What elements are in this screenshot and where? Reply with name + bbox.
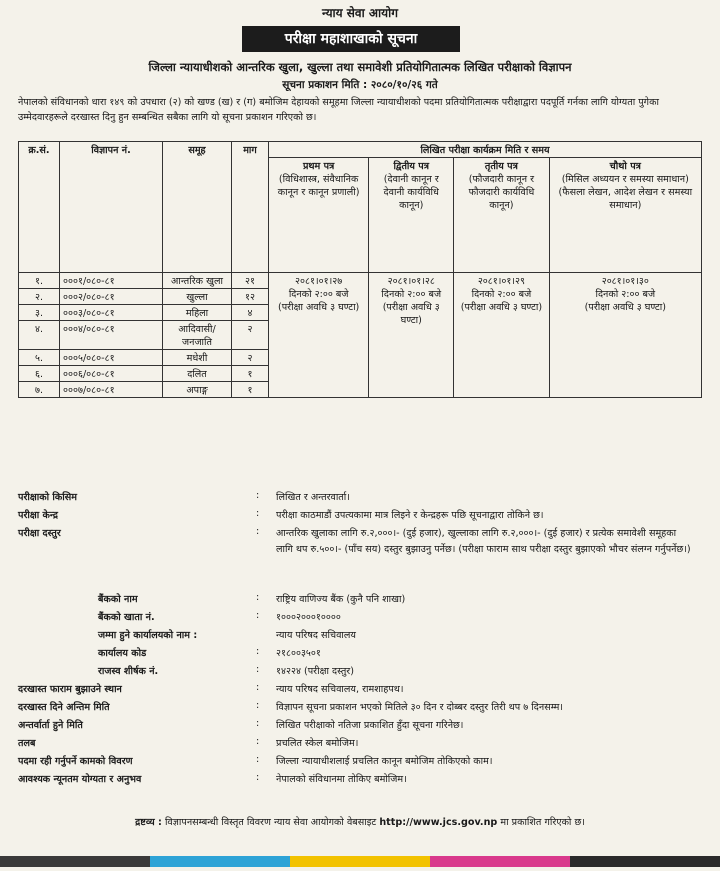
- table-row: ६. ०००६/०८०-८१ दलित १: [19, 366, 702, 382]
- table-row: २. ०००२/०८०-८१ खुल्ला १२: [19, 289, 702, 305]
- paper-4-schedule: २०८१।०१।३० दिनको २:०० बजे (परीक्षा अवधि ३ घण्टा): [549, 273, 701, 398]
- notice-headline: जिल्ला न्यायाधीशको आन्तरिक खुला, खुल्ला तथा समावेशी प्रतियोगितात्मक लिखित परीक्षाको विज्ञापन: [148, 60, 572, 74]
- paper-2-header: द्वितीय पत्र (देवानी कानून र देवानी कार्यविधि कानून): [369, 158, 454, 273]
- paper-3-schedule: २०८१।०१।२९ दिनको २:०० बजे (परीक्षा अवधि ३ घण्टा): [454, 273, 549, 398]
- publication-date: सूचना प्रकाशन मिति : २०८०/१०/२६ गते: [282, 79, 438, 91]
- website-note: [18, 815, 702, 828]
- note-suffix: मा प्रकाशित गरिएको छ।: [500, 817, 585, 828]
- notice-banner: परीक्षा महाशाखाको सूचना: [242, 26, 460, 52]
- col-adno: विज्ञापन नं.: [60, 142, 163, 273]
- table-row: ७. ०००७/०८०-८१ अपाङ्ग १: [19, 382, 702, 398]
- print-color-bar: [0, 852, 720, 863]
- table-row: ४. ०००४/०८०-८१ आदिवासी/ जनजाति २: [19, 321, 702, 350]
- note-text: विज्ञापनसम्बन्धी विस्तृत विवरण न्याय सेवा आयोगको वेबसाइट: [164, 817, 377, 828]
- notice-page: न्याय सेवा आयोग परीक्षा महाशाखाको सूचना जिल्ला न्यायाधीशको आन्तरिक खुला, खुल्ला तथा समावेशी प्रतियोगितात्मक लिखित परीक्षाको विज्ञापन सूचना प्रकाशन मिति : २०८०/१०/२६ गते नेपालको संविधानको धारा १४९ को उपधारा (२) को खण्ड (ख) र (ग) बमोजिम देहायको समूहमा जिल्ला न्यायाधीशको पदमा प्रतियोगितात्मक परीक्षाद्वारा पदपूर्ति गर्नका लागि योग्यता पुगेका उम्मेदवारहरूले दरखास्त दिनु हुन सम्बन्धित सबैका लागि यो सूचना प्रकाशन गरिएको छ। क्र.सं. विज्ञापन नं. समूह माग लिखित परीक्षा कार्यक्रम मिति र समय प्रथम पत्र (विधिशास्त्र, संवैधानिक कानून र कानून प्रणाली) द्वितीय पत्र (देवानी कानून र देवानी कार्यविधि कानून) तृतीय पत्र (फौजदारी कानून र फौजदारी कार्यविधि कानून) चौथो पत्र (मिसिल अध्ययन र समस्या समाधान) (फैसला लेखन, आदेश लेखन र समस्या समाधान) १. ०००१/०८०-८१ आन्तरिक खुला २१ २०८१।०१।२७ दिनको २:०० बजे (परीक्षा अवधि ३ घण्टा) २०८१।०१।२८ दिनको २:०० बजे (परीक्षा अवधि ३ घण्टा) २०८१।०१।२९ दिनको २:०० बजे (परीक्षा अवधि ३ घण्टा) २०८१।०१।३० दिनको २:०० बजे (परीक्षा अवधि ३ घण्टा) २. ०००२/०८०-८१ खुल्ला १२ ३. ०००३/०८०-८१ महिला ४ ४. ०००४/०८०-८१ आदिवासी/ जनजाति २ ५. ०००५/०८०-८१ मधेशी २ ६. ०००६/०८०-८१ दलित १ ७. ०००७/०८०-८१ अपाङ्ग १ परीक्षाको किसिम : लिखित र अन्तरवार्ता। परीक्षा केन्द्र : परीक्षा काठमाडौं उपत्यकामा मात्र लिइने र केन्द्रहरू पछि सूचनाद्वारा तोकिने छ। परीक्षा दस्तुर : आन्तरिक खुलाका लागि रु.२,०००।- (दुई हजार), खुल्लाका लागि रु.२,०००।- (दुई हजार) र प्रत्येक समावेशी समूहका लागि थप रु.५००।- (पाँच सय) दस्तुर बुझाउनु पर्नेछ। (परीक्षा फाराम साथ परीक्षा दस्तुर बुझाएको भौचर संलग्न गर्नुपर्नेछ।) बैंकको नाम : राष्ट्रिय वाणिज्य बैंक (कुनै पनि शाखा) बैंकको खाता नं. : १०००२०००१०००० जम्मा हुने कार्यालयको नाम : न्याय परिषद सचिवालय कार्यालय कोड : २१८००३५०१ राजस्व शीर्षक नं. : १४२२४ (परीक्षा दस्तुर) दरखास्त फाराम बुझाउने स्थान : न्याय परिषद सचिवालय, रामशाहपथ। दरखास्त दिने अन्तिम मिति : विज्ञापन सूचना प्रकाशन भएको मितिले ३० दिन र दोब्बर दस्तुर तिरी थप ७ दिनसम्म। अन्तर्वार्ता हुने मिति : लिखित परीक्षाको नतिजा प्रकाशित हुँदा सूचना गरिनेछ। तलब : प्रचलित स्केल बमोजिम। पदमा रही गर्नुपर्ने कामको विवरण : जिल्ला न्यायाधीशलाई प्रचलित कानून बमोजिम तोकिएको काम। आवश्यक न्यूनतम योग्यता र अनुभव : नेपालको संविधानमा तोकिए बमोजिम। द्रष्टव्य : विज्ञापनसम्बन्धी विस्तृत विवरण न्याय सेवा आयोगको वेबसाइट http://www.jcs.gov.np मा प्रकाशित गरिएको छ।: [0, 0, 720, 863]
- col-schedule: लिखित परीक्षा कार्यक्रम मिति र समय: [269, 142, 702, 158]
- table-header-row: [19, 142, 702, 158]
- paper-1-header: प्रथम पत्र (विधिशास्त्र, संवैधानिक कानून र कानून प्रणाली): [269, 158, 369, 273]
- table-row: ३. ०००३/०८०-८१ महिला ४: [19, 305, 702, 321]
- exam-schedule-table: [18, 141, 702, 398]
- col-sn: क्र.सं.: [19, 142, 60, 273]
- paper-4-header: चौथो पत्र (मिसिल अध्ययन र समस्या समाधान) (फैसला लेखन, आदेश लेखन र समस्या समाधान): [549, 158, 701, 273]
- table-row: १. ०००१/०८०-८१ आन्तरिक खुला २१ २०८१।०१।२७ दिनको २:०० बजे (परीक्षा अवधि ३ घण्टा) २०८१।०१।२८ दिनको २:०० बजे (परीक्षा अवधि ३ घण्टा) २०८१।०१।२९ दिनको २:०० बजे (परीक्षा अवधि ३ घण्टा) २०८१।०१।३० दिनको २:०० बजे (परीक्षा अवधि ३ घण्टा): [19, 273, 702, 289]
- col-group: समूह: [163, 142, 232, 273]
- table-row: ५. ०००५/०८०-८१ मधेशी २: [19, 350, 702, 366]
- paper-2-schedule: २०८१।०१।२८ दिनको २:०० बजे (परीक्षा अवधि ३ घण्टा): [369, 273, 454, 398]
- col-demand: माग: [232, 142, 269, 273]
- paper-3-header: तृतीय पत्र (फौजदारी कानून र फौजदारी कार्यविधि कानून): [454, 158, 549, 273]
- note-label: द्रष्टव्य :: [135, 817, 162, 828]
- paper-1-schedule: २०८१।०१।२७ दिनको २:०० बजे (परीक्षा अवधि ३ घण्टा): [269, 273, 369, 398]
- intro-paragraph: नेपालको संविधानको धारा १४९ को उपधारा (२) को खण्ड (ख) र (ग) बमोजिम देहायको समूहमा जिल्ला न्यायाधीशको पदमा प्रतियोगितात्मक परीक्षाद्वारा पदपूर्ति गर्नका लागि योग्यता पुगेका उम्मेदवारहरूले दरखास्त दिनु हुन सम्बन्धित सबैका लागि यो सूचना प्रकाशन गरिएको छ।: [18, 97, 659, 123]
- website-link[interactable]: http://www.jcs.gov.np: [379, 817, 498, 828]
- org-name: न्याय सेवा आयोग: [322, 6, 398, 20]
